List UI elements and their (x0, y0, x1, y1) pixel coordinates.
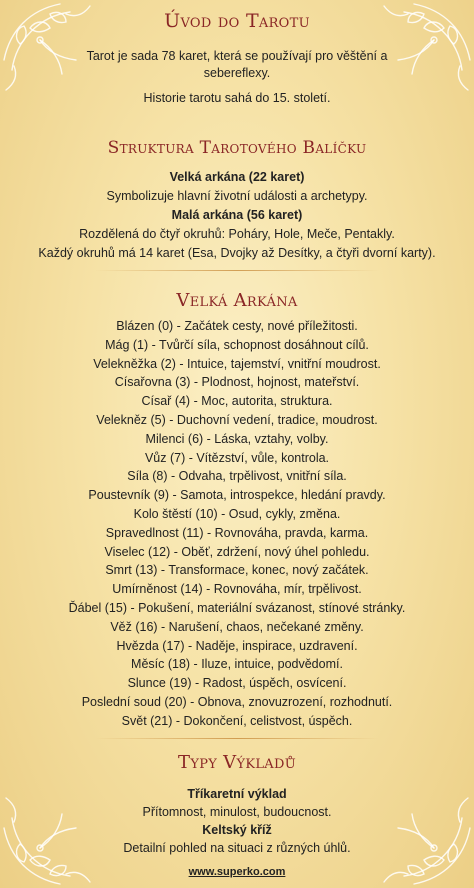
list-item: Milenci (6) - Láska, vztahy, volby. (145, 431, 329, 446)
spread-label: Keltský kříž (202, 823, 272, 837)
list-item: Velekněz (5) - Duchovní vedení, tradice, moudrost. (96, 412, 378, 427)
list-item: Měsíc (18) - Iluze, intuice, podvědomí. (131, 657, 343, 672)
list-item: Slunce (19) - Radost, úspěch, osvícení. (127, 676, 347, 691)
list-item: Císař (4) - Moc, autorita, struktura. (141, 394, 333, 409)
list-item: Umírněnost (14) - Rovnováha, mír, trpělivost. (112, 582, 362, 597)
minor-arcana-label: Malá arkána (56 karet) (171, 208, 303, 222)
list-item: Blázen (0) - Začátek cesty, nové příležitosti. (116, 319, 358, 333)
minor-arcana-desc: Rozdělená do čtyř okruhů: Poháry, Hole, Meče, Pentakly. (79, 227, 395, 241)
list-item: Mág (1) - Tvůrčí síla, schopnost dosáhnout cílů. (105, 337, 369, 352)
list-item: Kolo štěstí (10) - Osud, cykly, změna. (133, 506, 341, 521)
divider (95, 738, 379, 739)
list-item: Ďábel (15) - Pokušení, materiální svázanost, stínové stránky. (68, 600, 406, 615)
intro-paragraph: Tarot je sada 78 karet, která se používají pro věštění a sebereflexy. (86, 49, 388, 80)
list-item: Spravedlnost (11) - Rovnováha, pravda, karma. (105, 525, 369, 540)
list-item: Hvězda (17) - Naděje, inspirace, uzdravení. (116, 638, 358, 653)
spreads-title: Typy Výkladů (178, 752, 296, 773)
spread-desc: Detailní pohled na situaci z různých úhlů. (123, 841, 351, 855)
structure-section (0, 168, 474, 263)
structure-title: Struktura Tarotového Balíčku (107, 138, 367, 158)
history-paragraph: Historie tarotu sahá do 15. století. (143, 91, 331, 105)
spread-desc: Přítomnost, minulost, budoucnost. (142, 805, 332, 819)
major-arcana-title: Velká Arkána (176, 290, 298, 311)
list-item: Velekněžka (2) - Intuice, tajemství, vnitřní moudrost. (93, 356, 381, 371)
spread-label: Tříkaretní výklad (187, 787, 287, 801)
list-item: Smrt (13) - Transformace, konec, nový začátek. (105, 563, 369, 578)
intro-title: Úvod do Tarotu (164, 10, 310, 32)
list-item: Viselec (12) - Oběť, zdržení, nový úhel pohledu. (104, 544, 370, 559)
major-arcana-desc: Symbolizuje hlavní životní události a archetypy. (106, 189, 368, 203)
minor-arcana-desc-2: Každý okruhů má 14 karet (Esa, Dvojky až Desítky, a čtyři dvorní karty). (38, 246, 436, 260)
list-item: Poslední soud (20) - Obnova, znovuzrození, rozhodnutí. (81, 694, 393, 709)
spreads-section (0, 785, 474, 857)
list-item: Síla (8) - Odvaha, trpělivost, vnitřní síla. (127, 469, 347, 484)
divider (95, 270, 379, 271)
major-arcana-label: Velká arkána (22 karet) (169, 170, 305, 184)
website-link[interactable]: www.superko.com (188, 866, 286, 878)
list-item: Císařovna (3) - Plodnost, hojnost, mateřství. (114, 375, 360, 390)
list-item: Poustevník (9) - Samota, introspekce, hledání pravdy. (88, 488, 386, 503)
major-arcana-list (0, 317, 474, 731)
list-item: Věž (16) - Narušení, chaos, nečekané změny. (110, 619, 364, 634)
list-item: Vůz (7) - Vítězství, vůle, kontrola. (144, 450, 330, 465)
list-item: Svět (21) - Dokončení, celistvost, úspěch. (121, 713, 353, 728)
